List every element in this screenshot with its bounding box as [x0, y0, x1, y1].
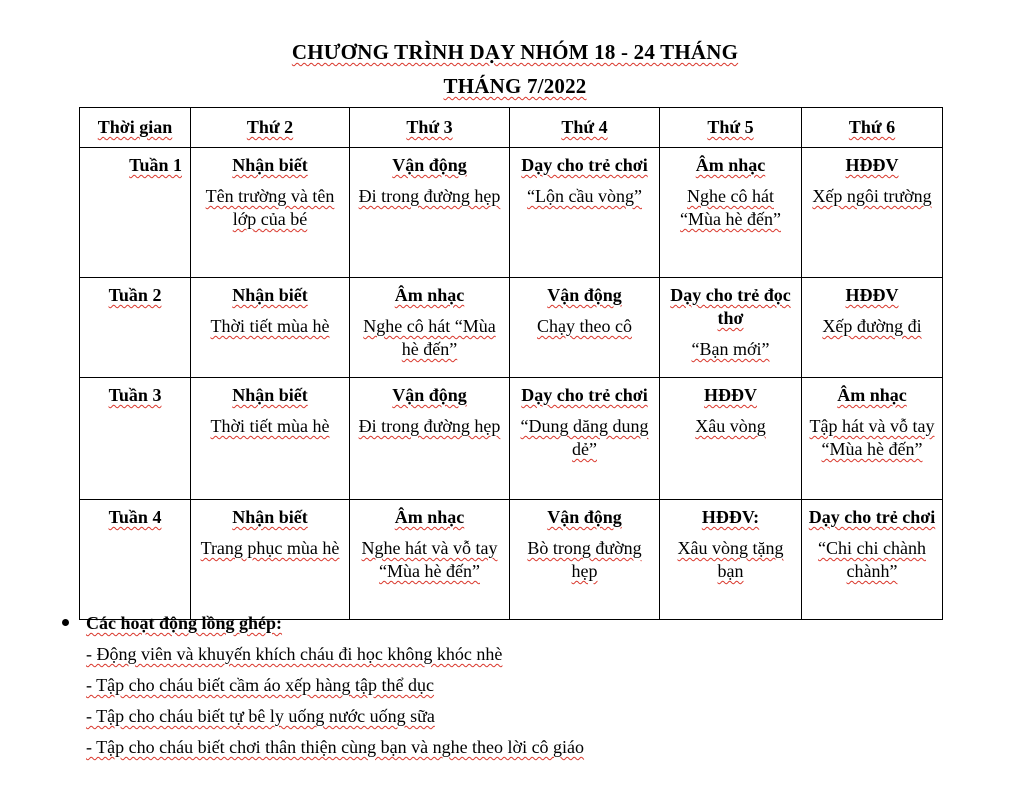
- week-label: Tuần 4: [80, 500, 191, 620]
- list-item: - Tập cho cháu biết cầm áo xếp hàng tập thể dục: [86, 675, 435, 695]
- week-label: Tuần 2: [80, 278, 191, 378]
- schedule-cell: Vận động Bò trong đường hẹp: [510, 500, 660, 620]
- schedule-cell: Dạy cho trẻ đọc thơ “Bạn mới”: [660, 278, 802, 378]
- schedule-cell: Dạy cho trẻ chơi “Dung dăng dung dẻ”: [510, 378, 660, 500]
- schedule-cell: Nhận biết Thời tiết mùa hè: [191, 378, 350, 500]
- schedule-cell: Âm nhạc Nghe cô hát “Mùa hè đến”: [660, 148, 802, 278]
- schedule-cell: Vận động Đi trong đường hẹp: [350, 148, 510, 278]
- schedule-table: [79, 107, 943, 620]
- schedule-cell: Dạy cho trẻ chơi “Chi chi chành chành”: [802, 500, 943, 620]
- header-cell: Thứ 2: [191, 108, 350, 148]
- schedule-cell: Vận động Chạy theo cô: [510, 278, 660, 378]
- header-row: [80, 108, 943, 148]
- document-subtitle: THÁNG 7/2022: [443, 74, 587, 98]
- schedule-cell: Âm nhạc Tập hát và vỗ tay “Mùa hè đến”: [802, 378, 943, 500]
- list-item: - Tập cho cháu biết chơi thân thiện cùng bạn và nghe theo lời cô giáo: [86, 737, 585, 757]
- schedule-cell: HĐĐV Xếp đường đi: [802, 278, 943, 378]
- notes-heading: [62, 608, 584, 639]
- week-row: [80, 500, 943, 620]
- header-cell: Thứ 5: [660, 108, 802, 148]
- schedule-cell: Nhận biết Tên trường và tên lớp của bé: [191, 148, 350, 278]
- schedule-cell: Âm nhạc Nghe hát và vỗ tay “Mùa hè đến”: [350, 500, 510, 620]
- schedule-cell: HĐĐV: Xâu vòng tặng bạn: [660, 500, 802, 620]
- week-label: Tuần 3: [80, 378, 191, 500]
- list-item: - Tập cho cháu biết tự bê ly uống nước uống sữa: [86, 706, 435, 726]
- list-item: - Động viên và khuyến khích cháu đi học không khóc nhè: [86, 644, 503, 664]
- schedule-cell: Vận động Đi trong đường hẹp: [350, 378, 510, 500]
- document-title: CHƯƠNG TRÌNH DẠY NHÓM 18 - 24 THÁNG: [291, 40, 739, 64]
- bullet-icon: [62, 619, 69, 626]
- header-cell: Thời gian: [80, 108, 191, 148]
- week-row: [80, 378, 943, 500]
- schedule-cell: Nhận biết Thời tiết mùa hè: [191, 278, 350, 378]
- schedule-cell: Âm nhạc Nghe cô hát “Mùa hè đến”: [350, 278, 510, 378]
- header-cell: Thứ 6: [802, 108, 943, 148]
- header-cell: Thứ 4: [510, 108, 660, 148]
- week-row: [80, 278, 943, 378]
- week-row: [80, 148, 943, 278]
- integrated-activities: [62, 608, 584, 763]
- schedule-cell: HĐĐV Xếp ngôi trường: [802, 148, 943, 278]
- week-label: Tuần 1: [80, 148, 191, 278]
- schedule-cell: Nhận biết Trang phục mùa hè: [191, 500, 350, 620]
- schedule-cell: Dạy cho trẻ chơi “Lộn cầu vòng”: [510, 148, 660, 278]
- schedule-cell: HĐĐV Xâu vòng: [660, 378, 802, 500]
- header-cell: Thứ 3: [350, 108, 510, 148]
- notes-title: Các hoạt động lồng ghép:: [86, 613, 283, 633]
